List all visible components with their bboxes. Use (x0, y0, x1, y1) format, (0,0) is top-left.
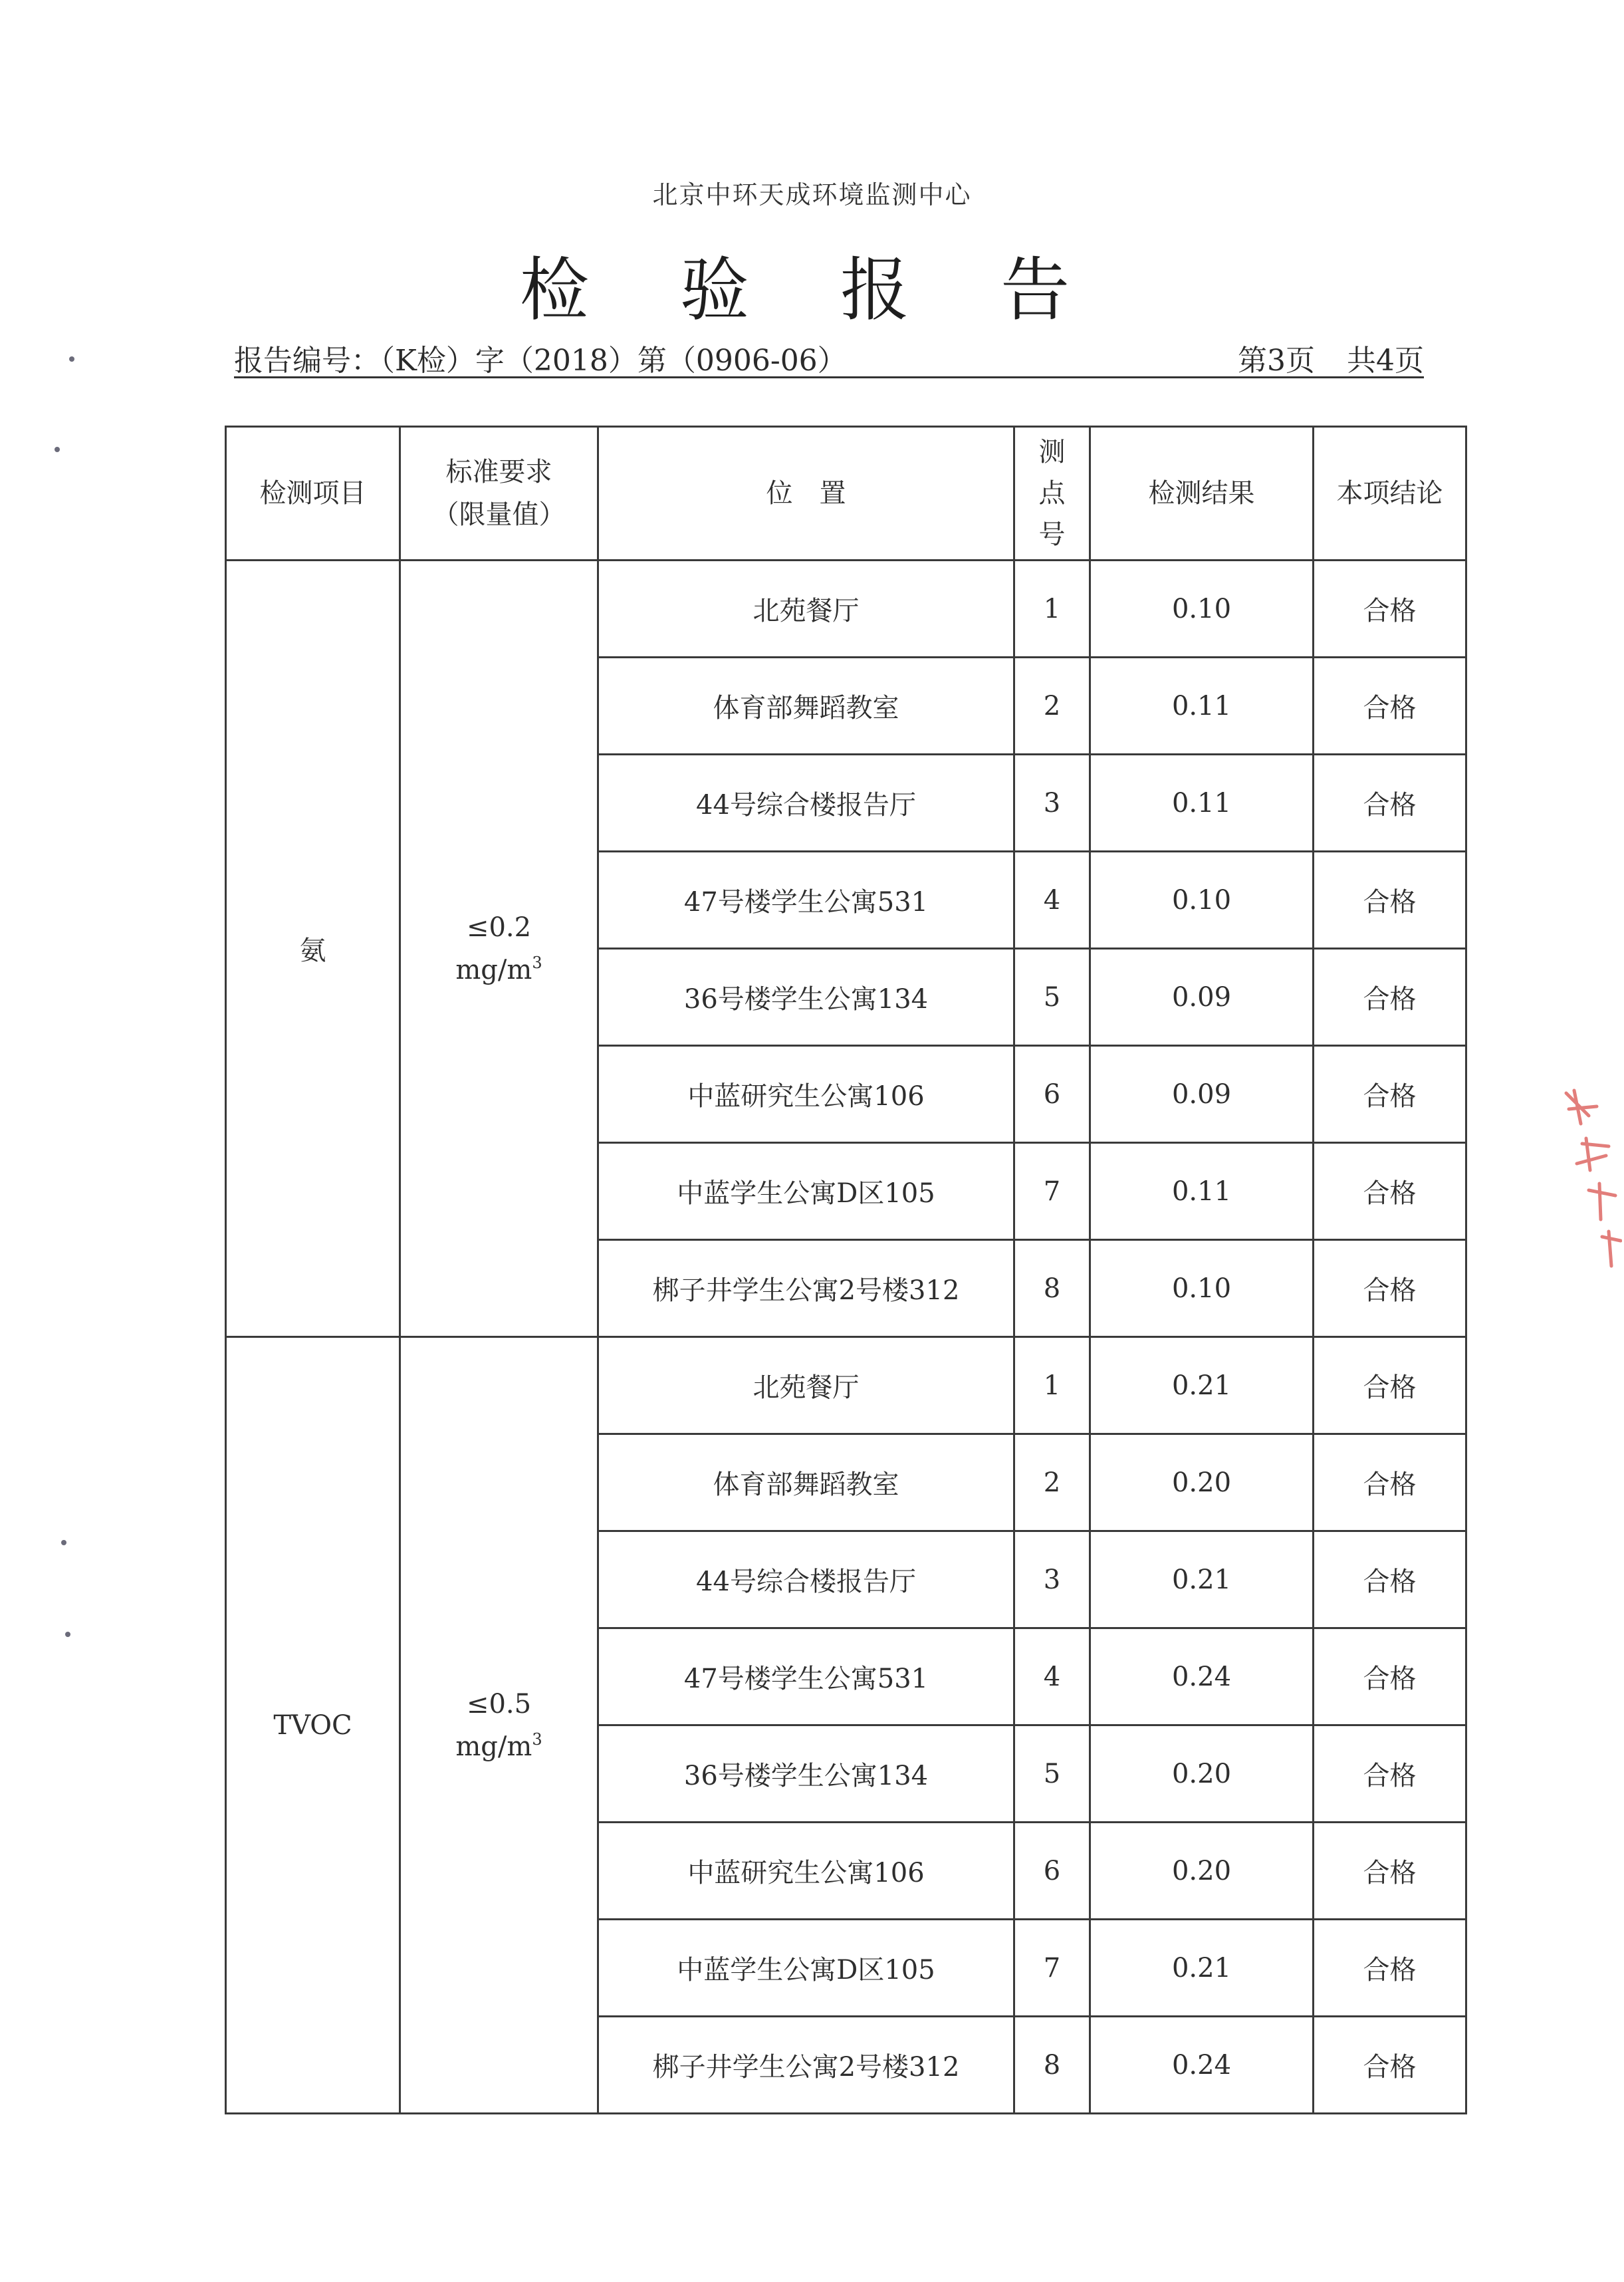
location-cell: 44号综合楼报告厅 (598, 1531, 1014, 1628)
header-item: 检测项目 (226, 427, 400, 561)
point-cell: 1 (1014, 1337, 1090, 1434)
header-conclusion: 本项结论 (1314, 427, 1466, 561)
header-standard-label: 标准要求 (445, 457, 552, 487)
scan-mark (55, 447, 60, 452)
point-cell: 7 (1014, 1143, 1090, 1240)
result-cell: 0.09 (1090, 1046, 1314, 1143)
location-cell: 中蓝学生公寓D区105 (598, 1920, 1014, 2017)
conclusion-cell: 合格 (1314, 1531, 1466, 1628)
page-indicator (1238, 336, 1424, 379)
conclusion-cell: 合格 (1314, 658, 1466, 755)
scan-mark (61, 1540, 66, 1545)
conclusion-cell: 合格 (1314, 1920, 1466, 2017)
conclusion-cell: 合格 (1314, 1823, 1466, 1920)
limit-unit-exp: 3 (532, 1729, 542, 1749)
point-cell: 6 (1014, 1823, 1090, 1920)
group-item-cell: 氨 (226, 561, 400, 1337)
group-limit-cell (400, 1337, 598, 2114)
result-cell: 0.11 (1090, 755, 1314, 852)
location-cell: 47号楼学生公寓531 (598, 1628, 1014, 1725)
table-body (226, 561, 1466, 2114)
header-location: 位 置 (598, 427, 1014, 561)
limit-unit-base: mg/m (455, 954, 532, 985)
point-cell: 4 (1014, 1628, 1090, 1725)
header-point-no (1014, 427, 1090, 561)
result-cell: 0.21 (1090, 1920, 1314, 2017)
limit-unit-exp: 3 (532, 953, 542, 972)
result-cell: 0.09 (1090, 949, 1314, 1046)
conclusion-cell: 合格 (1314, 1240, 1466, 1337)
result-cell: 0.11 (1090, 1143, 1314, 1240)
point-cell: 5 (1014, 949, 1090, 1046)
conclusion-cell: 合格 (1314, 1725, 1466, 1823)
point-cell: 4 (1014, 852, 1090, 949)
location-cell: 体育部舞蹈教室 (598, 658, 1014, 755)
header-standard (400, 427, 598, 561)
limit-value: ≤0.5 (466, 1688, 532, 1719)
report-number: 报告编号：（K检）字（2018）第（0906-06） (234, 344, 847, 378)
group-limit-cell (400, 561, 598, 1337)
limit-unit-base: mg/m (455, 1731, 532, 1762)
result-cell: 0.10 (1090, 1240, 1314, 1337)
location-cell: 36号楼学生公寓134 (598, 1725, 1014, 1823)
limit-unit (401, 949, 597, 991)
point-cell: 6 (1014, 1046, 1090, 1143)
point-cell: 8 (1014, 1240, 1090, 1337)
table-header (226, 427, 1466, 561)
organization-name: 北京中环天成环境监测中心 (652, 180, 972, 209)
conclusion-cell: 合格 (1314, 852, 1466, 949)
location-cell: 体育部舞蹈教室 (598, 1434, 1014, 1531)
conclusion-cell: 合格 (1314, 1337, 1466, 1434)
location-cell: 北苑餐厅 (598, 561, 1014, 658)
result-cell: 0.20 (1090, 1434, 1314, 1531)
header-result: 检测结果 (1090, 427, 1314, 561)
point-cell: 7 (1014, 1920, 1090, 2017)
table-row (226, 561, 1466, 658)
header-point-no-text: 测点号 (1038, 436, 1066, 550)
location-cell: 36号楼学生公寓134 (598, 949, 1014, 1046)
conclusion-cell: 合格 (1314, 949, 1466, 1046)
result-cell: 0.11 (1090, 658, 1314, 755)
header-row (226, 427, 1466, 561)
point-cell: 8 (1014, 2017, 1090, 2114)
point-cell: 5 (1014, 1725, 1090, 1823)
result-cell: 0.21 (1090, 1337, 1314, 1434)
scan-mark (69, 356, 74, 362)
conclusion-cell: 合格 (1314, 755, 1466, 852)
inspection-result-table (225, 426, 1467, 2114)
point-cell: 2 (1014, 1434, 1090, 1531)
report-info-line (234, 336, 1424, 378)
location-cell: 北苑餐厅 (598, 1337, 1014, 1434)
header-standard-sub: （限量值） (432, 499, 566, 530)
location-cell: 中蓝研究生公寓106 (598, 1046, 1014, 1143)
point-cell: 2 (1014, 658, 1090, 755)
page-total: 共4页 (1347, 344, 1424, 378)
document-title: 检 验 报 告 (519, 249, 1105, 330)
result-cell: 0.10 (1090, 561, 1314, 658)
location-cell: 44号综合楼报告厅 (598, 755, 1014, 852)
conclusion-cell: 合格 (1314, 561, 1466, 658)
conclusion-cell: 合格 (1314, 1434, 1466, 1531)
result-cell: 0.10 (1090, 852, 1314, 949)
conclusion-cell: 合格 (1314, 1628, 1466, 1725)
point-cell: 3 (1014, 755, 1090, 852)
result-cell: 0.24 (1090, 2017, 1314, 2114)
location-cell: 梆子井学生公寓2号楼312 (598, 2017, 1014, 2114)
location-cell: 梆子井学生公寓2号楼312 (598, 1240, 1014, 1337)
conclusion-cell: 合格 (1314, 1046, 1466, 1143)
limit-value: ≤0.2 (466, 912, 532, 943)
group-item-cell: TVOC (226, 1337, 400, 2114)
scan-mark (65, 1632, 70, 1637)
page-current: 第3页 (1238, 344, 1315, 378)
result-cell: 0.20 (1090, 1823, 1314, 1920)
limit-unit (401, 1725, 597, 1768)
seal-stamp-fragment (1562, 1077, 1622, 1277)
point-cell: 3 (1014, 1531, 1090, 1628)
result-cell: 0.20 (1090, 1725, 1314, 1823)
point-cell: 1 (1014, 561, 1090, 658)
result-cell: 0.24 (1090, 1628, 1314, 1725)
location-cell: 中蓝研究生公寓106 (598, 1823, 1014, 1920)
location-cell: 中蓝学生公寓D区105 (598, 1143, 1014, 1240)
conclusion-cell: 合格 (1314, 2017, 1466, 2114)
location-cell: 47号楼学生公寓531 (598, 852, 1014, 949)
conclusion-cell: 合格 (1314, 1143, 1466, 1240)
table-row (226, 1337, 1466, 1434)
result-cell: 0.21 (1090, 1531, 1314, 1628)
